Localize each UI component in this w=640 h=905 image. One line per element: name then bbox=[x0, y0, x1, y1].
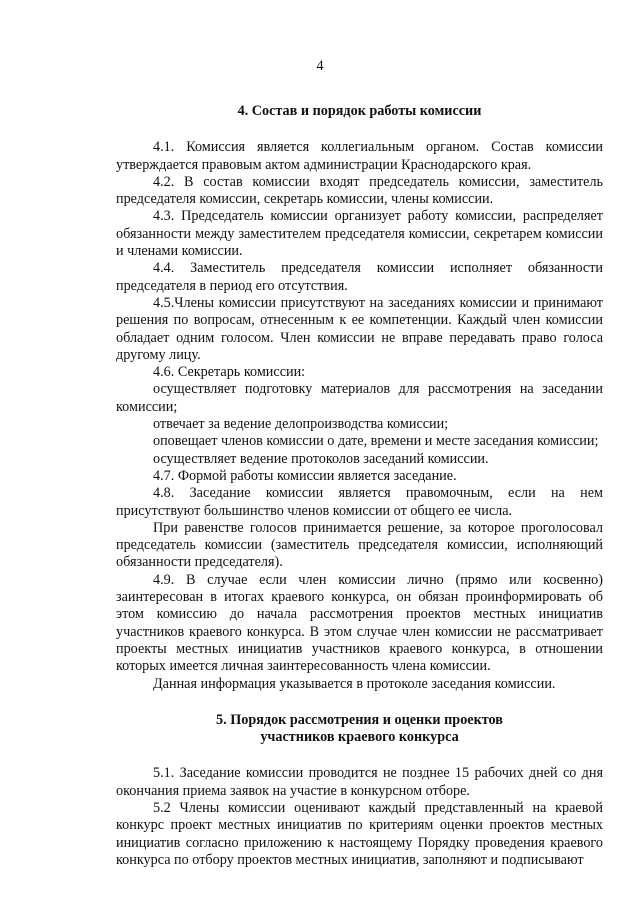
paragraph-4-4: 4.4. Заместитель председателя комиссии исполняет обязанности председателя в период его отсутствия. bbox=[116, 260, 603, 294]
document-body bbox=[116, 103, 603, 869]
paragraph-4-3: 4.3. Председатель комиссии организует работу комиссии, распределяет обязанности между заместителем председателя комиссии, секретарем комиссии и членами комиссии. bbox=[116, 208, 603, 260]
paragraph-4-1: 4.1. Комиссия является коллегиальным органом. Состав комиссии утверждается правовым актом администрации Краснодарского края. bbox=[116, 139, 603, 173]
paragraph-5-1: 5.1. Заседание комиссии проводится не позднее 15 рабочих дней со дня окончания приема заявок на участие в конкурсном отборе. bbox=[116, 765, 603, 799]
paragraph-4-8: 4.8. Заседание комиссии является правомочным, если на нем присутствуют большинство членов комиссии от общего ее числа. bbox=[116, 485, 603, 519]
section-5-title bbox=[116, 712, 603, 747]
section-4-title: 4. Состав и порядок работы комиссии bbox=[237, 103, 482, 119]
section-5-title-line-2: участников краевого конкурса bbox=[260, 729, 459, 746]
secretary-duty-2: отвечает за ведение делопроизводства комиссии; bbox=[153, 416, 449, 433]
page-number: 4 bbox=[316, 58, 324, 74]
paragraph-4-7: 4.7. Формой работы комиссии является заседание. bbox=[153, 467, 457, 484]
paragraph-4-5: 4.5.Члены комиссии присутствуют на заседаниях комиссии и принимают решения по вопросам, отнесенным к ее компетенции. Каждый член комиссии обладает одним голосом. Член комиссии не вправе передавать право голоса другому лицу. bbox=[116, 294, 603, 363]
paragraph-4-9: 4.9. В случае если член комиссии лично (прямо или косвенно) заинтересован в итогах краевого конкурса, он обязан проинформировать об этом комиссию до начала рассмотрения проектов местных инициатив участников краевого конкурса. В этом случае член комиссии не рассматривает проекты местных инициатив участников краевого конкурса, в отношении которых имеется личная заинтересованность члена комиссии. bbox=[116, 571, 603, 675]
secretary-duty-3: оповещает членов комиссии о дате, времени и месте заседания комиссии; bbox=[153, 433, 599, 450]
paragraph-4-2: 4.2. В состав комиссии входят председатель комиссии, заместитель председателя комиссии, секретарь комиссии, члены комиссии. bbox=[116, 173, 603, 208]
paragraph-4-9-note: Данная информация указывается в протоколе заседания комиссии. bbox=[153, 675, 556, 692]
section-5-title-line-1: 5. Порядок рассмотрения и оценки проектов bbox=[216, 711, 503, 728]
secretary-duty-1: осуществляет подготовку материалов для рассмотрения на заседании комиссии; bbox=[116, 381, 603, 415]
paragraph-5-2: 5.2 Члены комиссии оценивают каждый представленный на краевой конкурс проект местных инициатив по критериям оценки проектов местных инициатив согласно приложению к настоящему Порядку проведения краевого конкурса по отбору проектов местных инициатив, заполняют и подписывают bbox=[116, 799, 603, 868]
paragraph-4-6: 4.6. Секретарь комиссии: bbox=[153, 364, 306, 381]
secretary-duty-4: осуществляет ведение протоколов заседаний комиссии. bbox=[153, 450, 489, 467]
paragraph-4-8-tie: При равенстве голосов принимается решение, за которое проголосовал председатель комиссии (заместитель председателя комиссии, исполняющий обязанности председателя). bbox=[116, 519, 603, 571]
